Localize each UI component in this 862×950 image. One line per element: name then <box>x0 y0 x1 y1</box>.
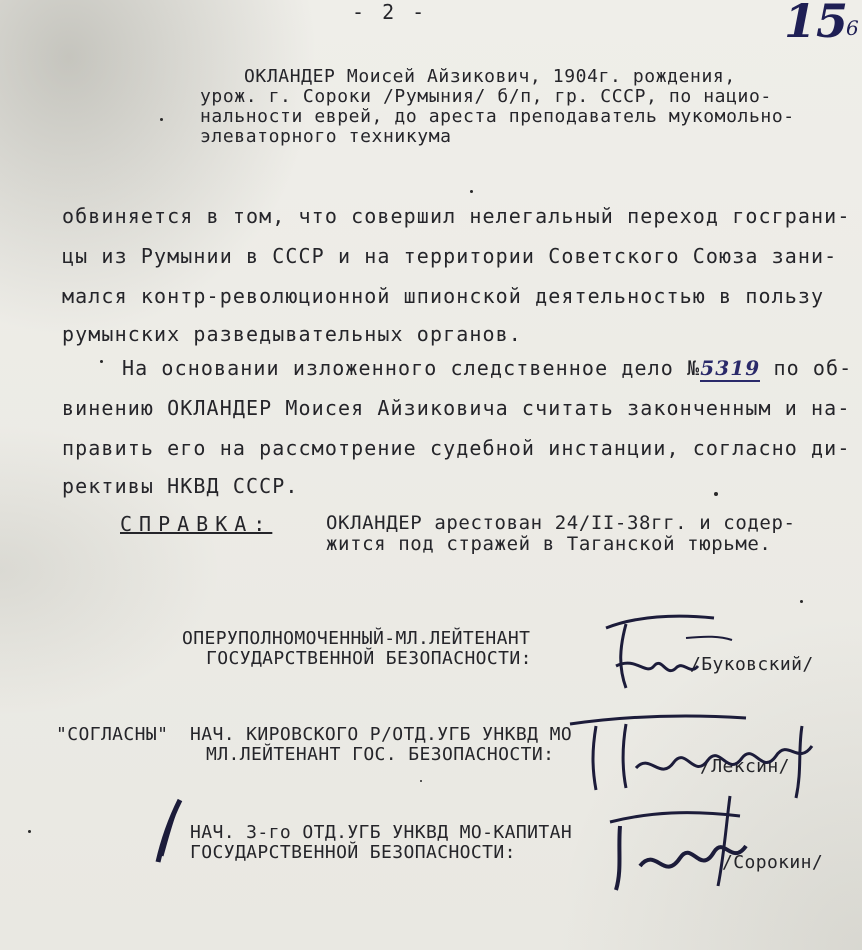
body-line: румынских разведывательных органов. <box>62 322 522 346</box>
scan-speck <box>160 118 163 121</box>
body-line: мался контр-революционной шпионской деятельностью в пользу <box>62 284 825 308</box>
signatory-title: НАЧ. 3-го ОТД.УГБ УНКВД МО-КАПИТАН <box>190 822 573 843</box>
agreed-prefix: "СОГЛАСНЫ" <box>56 724 169 745</box>
body-line <box>122 356 852 380</box>
header-line: нальности еврей, до ареста преподаватель мукомольно- <box>200 106 795 127</box>
scan-speck <box>28 830 31 833</box>
scan-speck <box>800 600 803 603</box>
folio-suffix: 6 <box>846 16 859 40</box>
scan-speck <box>470 190 473 193</box>
body-line: править его на рассмотрение судебной инстанции, согласно ди- <box>62 436 851 460</box>
signatory-title: ГОСУДАРСТВЕННОЙ БЕЗОПАСНОСТИ: <box>206 648 532 669</box>
signatory-name: /Сорокин/ <box>722 852 824 873</box>
scan-speck <box>100 360 103 363</box>
scan-speck <box>420 780 422 782</box>
page-number: - 2 - <box>352 0 428 24</box>
body-line: обвиняется в том, что совершил нелегальный переход госграни- <box>62 204 851 228</box>
scan-speck <box>714 492 718 496</box>
spravka-line: жится под стражей в Таганской тюрьме. <box>326 533 772 555</box>
body-line: цы из Румынии в СССР и на территории Советского Союза зани- <box>62 244 838 268</box>
body-line: рективы НКВД СССР. <box>62 474 299 498</box>
signatory-name: /Буковский/ <box>690 654 814 675</box>
header-line: ОКЛАНДЕР Моисей Айзикович, 1904г. рождения, <box>244 66 736 87</box>
margin-mark <box>150 796 190 866</box>
signatory-title: НАЧ. КИРОВСКОГО Р/ОТД.УГБ УНКВД МО <box>190 724 573 745</box>
header-line: урож. г. Сороки /Румыния/ б/п, гр. СССР, по нацио- <box>200 86 772 107</box>
spravka-label: СПРАВКА: <box>120 512 273 536</box>
body-text: На основании изложенного следственное дело № <box>122 356 701 380</box>
handwritten-signature <box>600 786 760 896</box>
folio-number: 15 <box>784 0 849 48</box>
handwritten-signature <box>596 606 736 696</box>
signatory-title: ГОСУДАРСТВЕННОЙ БЕЗОПАСНОСТИ: <box>190 842 516 863</box>
signatory-name: /Лексин/ <box>700 756 790 777</box>
spravka-line: ОКЛАНДЕР арестован 24/II-38гг. и содер- <box>326 512 796 534</box>
body-line: винению ОКЛАНДЕР Моисея Айзиковича считать законченным и на- <box>62 396 851 420</box>
body-text: по об- <box>760 356 853 380</box>
signatory-title: ОПЕРУПОЛНОМОЧЕННЫЙ-МЛ.ЛЕЙТЕНАНТ <box>182 628 531 649</box>
case-number: 5319 <box>700 356 761 380</box>
header-line: элеваторного техникума <box>200 126 452 147</box>
signatory-title: МЛ.ЛЕЙТЕНАНТ ГОС. БЕЗОПАСНОСТИ: <box>206 744 555 765</box>
